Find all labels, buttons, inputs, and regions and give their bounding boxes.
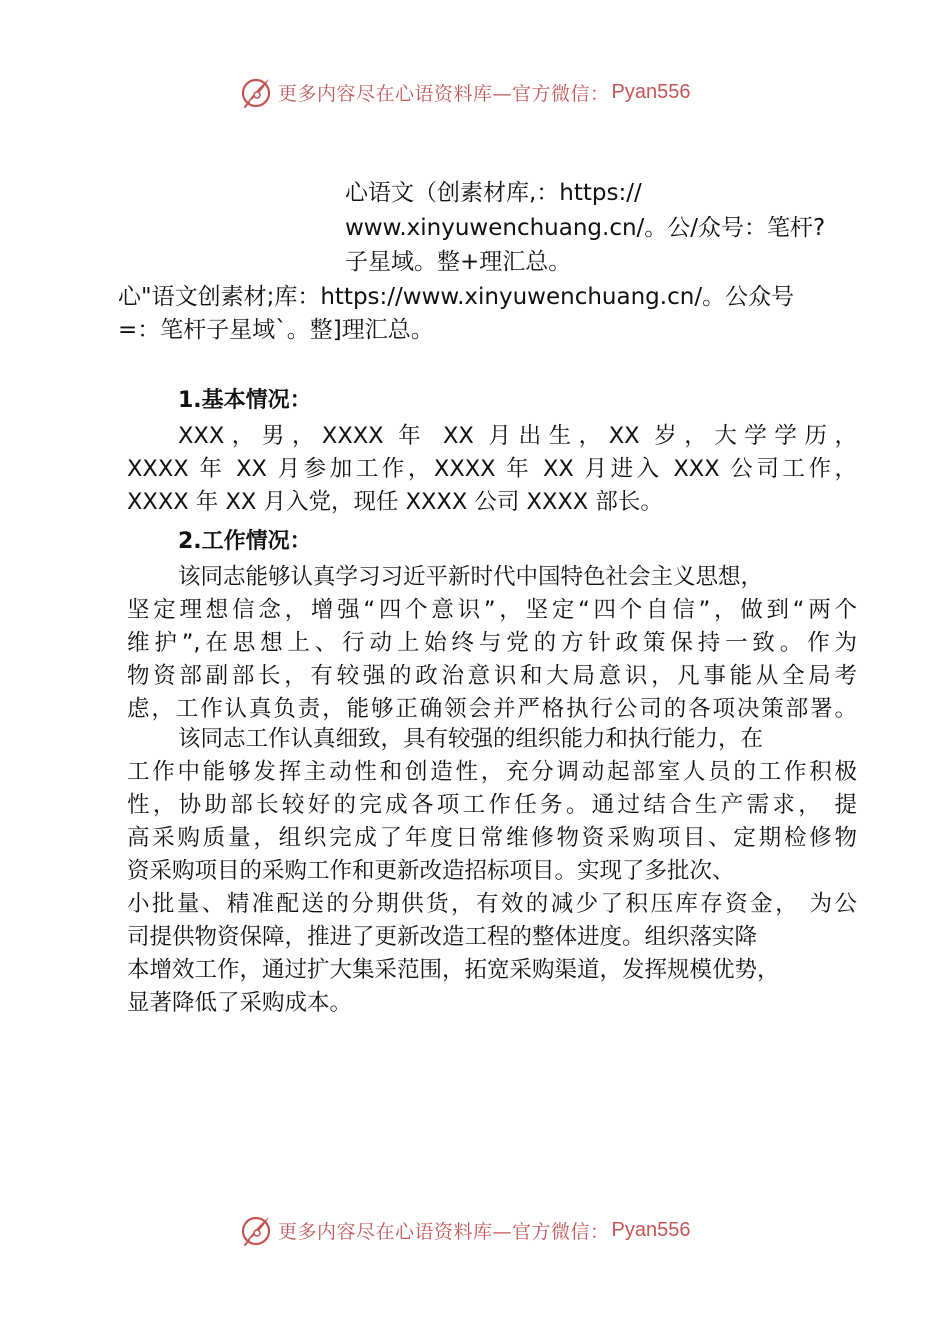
source-note-line: 心语文（创素材库,：https://: [345, 180, 642, 206]
source-note-line: 心"语文创素材;库：https://www.xinyuwenchuang.cn/。公众号: [118, 284, 795, 310]
source-note-line: www.xinyuwenchuang.cn/。公/众号：笔杆?: [345, 215, 826, 241]
section1-heading: 1.基本情况：: [178, 388, 312, 413]
paragraph-line: 小批量、精准配送的分期供货，有效的减少了积压库存资金， 为公: [127, 891, 857, 917]
source-note-line: 子星域。整+理汇总。: [345, 249, 572, 275]
paragraph-line: 资采购项目的采购工作和更新改造招标项目。实现了多批次、: [127, 858, 735, 884]
quill-pen-logo-icon: [238, 74, 274, 110]
source-note-line: =：笔杆子星域`。整]理汇总。: [118, 317, 434, 343]
banner-text: 更多内容尽在心语资料库—官方微信：: [278, 82, 610, 105]
banner-wechat-id: Pyan556: [611, 80, 691, 103]
paragraph-line: 高采购质量，组织完成了年度日常维修物资采购项目、定期检修物: [127, 825, 857, 851]
quill-pen-logo-icon: [238, 1212, 274, 1248]
paragraph-line: 工作中能够发挥主动性和创造性，充分调动起部室人员的工作积极: [127, 759, 857, 785]
paragraph-line: 物资部副部长，有较强的政治意识和大局意识，凡事能从全局考: [127, 663, 857, 689]
paragraph-line: 显著降低了采购成本。: [127, 990, 353, 1016]
banner-text: 更多内容尽在心语资料库—官方微信：: [278, 1220, 610, 1243]
paragraph-line: XXXX 年 XX 月入党，现任 XXXX 公司 XXXX 部长。: [127, 489, 663, 515]
paragraph-line: 维护”,在思想上、行动上始终与党的方针政策保持一致。作为: [127, 630, 857, 656]
paragraph-line: 坚定理想信念，增强“四个意识”，坚定“四个自信”，做到“两个: [127, 597, 857, 623]
banner-wechat-id: Pyan556: [611, 1218, 691, 1241]
paragraph-line: 本增效工作，通过扩大集采范围，拓宽采购渠道，发挥规模优势，: [127, 957, 780, 983]
section2-heading: 2.工作情况：: [178, 529, 312, 554]
footer-banner: [238, 1212, 690, 1248]
section1-paragraph: [127, 420, 857, 519]
paragraph-line: 该同志工作认真细致，具有较强的组织能力和执行能力，在: [178, 726, 764, 752]
section2-paragraph-1: [127, 561, 857, 726]
paragraph-line: 性，协助部长较好的完成各项工作任务。通过结合生产需求， 提: [127, 792, 857, 818]
paragraph-line: 该同志能够认真学习习近平新时代中国特色社会主义思想，: [178, 564, 764, 590]
paragraph-line: 虑，工作认真负责，能够正确领会并严格执行公司的各项决策部署。: [127, 696, 857, 722]
section2-paragraph-2: [127, 723, 857, 1020]
paragraph-line: 司提供物资保障，推进了更新改造工程的整体进度。组织落实降: [127, 924, 758, 950]
paragraph-line: XXXX 年 XX 月参加工作，XXXX 年 XX 月进入 XXX 公司工作，: [127, 456, 857, 482]
header-banner: [238, 74, 690, 110]
paragraph-line: XXX，男，XXXX 年 XX 月出生，XX 岁，大学学历，: [178, 423, 857, 449]
